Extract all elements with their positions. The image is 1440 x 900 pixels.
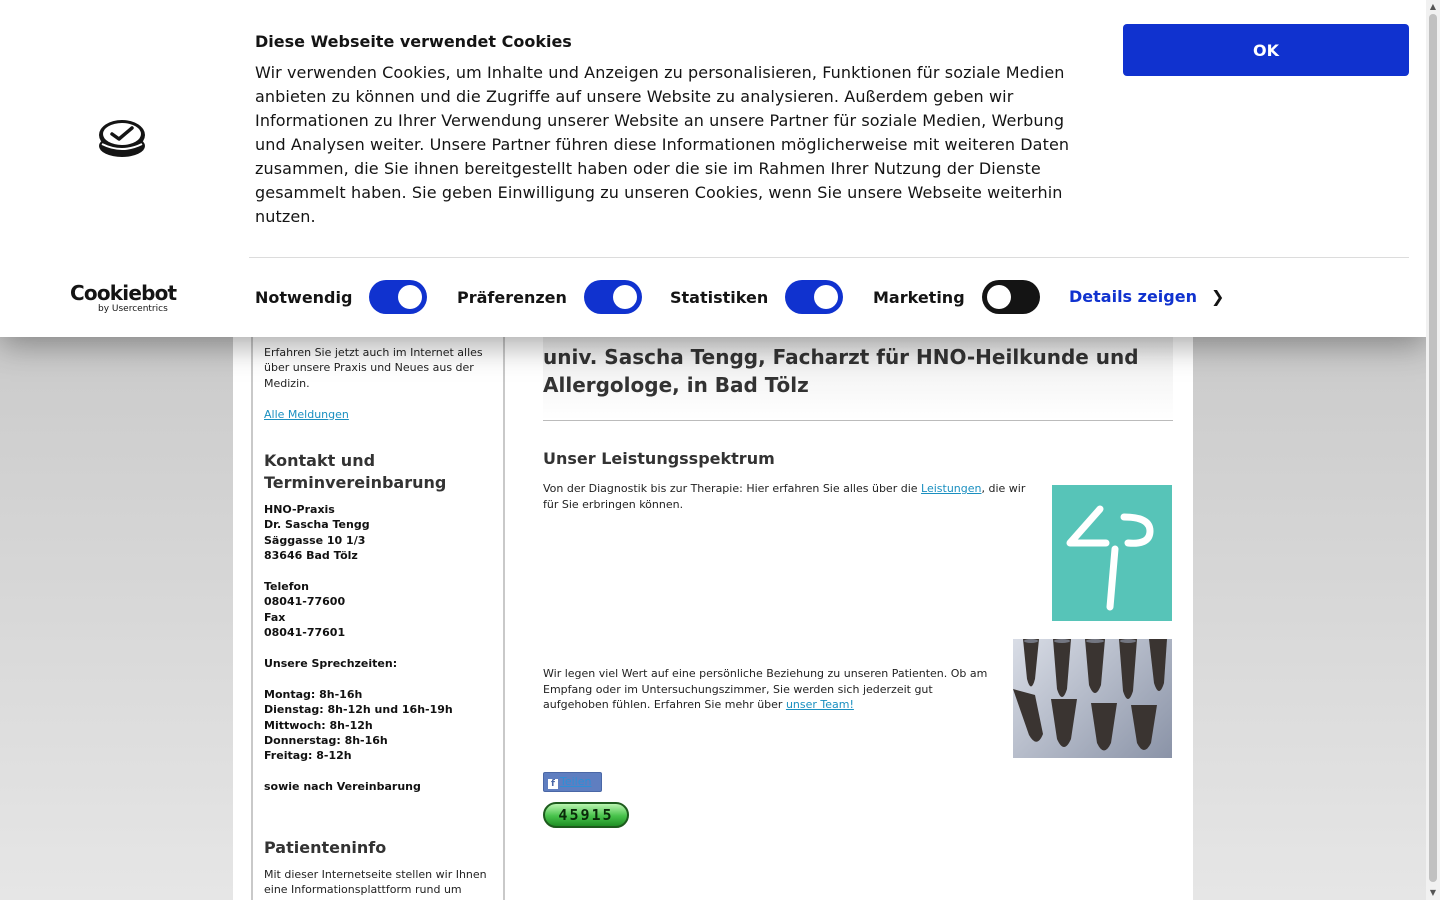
- services-link[interactable]: Leistungen: [921, 482, 982, 495]
- toggle-label: Notwendig: [255, 287, 353, 307]
- address-line: HNO-Praxis: [264, 503, 335, 517]
- hours-line: Mittwoch: 8h-12h: [264, 718, 373, 732]
- practice-logo-image: [1052, 485, 1172, 621]
- title-divider: [543, 420, 1173, 421]
- toggle-label: Marketing: [873, 287, 965, 307]
- patient-info-text: Mit dieser Internetseite stellen wir Ihnen eine Informationsplattform rund um: [264, 867, 487, 897]
- phone-label: Telefon: [264, 580, 309, 594]
- toggle-label: Präferenzen: [457, 287, 567, 307]
- team-paragraph: Wir legen viel Wert auf eine persönliche Beziehung zu unseren Patienten. Ob am Empfang oder im Untersuchungszimmer, Sie werden sich jederzeit gut aufgehoben fühlen. Erfahren Sie mehr über unser Team!: [543, 667, 988, 711]
- hours-line: Dienstag: 8h-12h und 16h-19h: [264, 703, 453, 717]
- phone-number: 08041-77600: [264, 595, 346, 609]
- contact-heading: Kontakt und Terminvereinbarung: [264, 451, 447, 493]
- address-line: 83646 Bad Tölz: [264, 549, 358, 563]
- cookiebot-brand-by: by Usercentrics: [98, 304, 168, 314]
- marketing-switch[interactable]: [982, 280, 1040, 314]
- hours-note: sowie nach Vereinbarung: [264, 780, 421, 794]
- contact-block: [264, 502, 493, 795]
- cookiebot-brand-name: Cookiebot: [70, 281, 177, 305]
- statistics-switch[interactable]: [785, 280, 843, 314]
- hours-heading: Unsere Sprechzeiten:: [264, 657, 398, 671]
- cookie-title: Diese Webseite verwendet Cookies: [255, 32, 572, 51]
- cookie-divider: [249, 257, 1409, 258]
- scroll-thumb[interactable]: [1429, 14, 1437, 882]
- cookiebot-icon: [98, 118, 146, 158]
- scrollbar[interactable]: [1426, 0, 1440, 900]
- fax-label: Fax: [264, 610, 286, 624]
- services-paragraph: Von der Diagnostik bis zur Therapie: Hier erfahren Sie alles über die Leistungen, die wir für Sie erbringen können.: [543, 482, 1026, 511]
- facebook-icon: f: [548, 779, 558, 789]
- team-link[interactable]: unser Team!: [785, 698, 854, 711]
- cookie-banner: [0, 0, 1426, 337]
- all-news-link[interactable]: Alle Meldungen: [264, 407, 349, 421]
- page-title: univ. Sascha Tengg, Facharzt für HNO-Heilkunde und Allergologe, in Bad Tölz: [543, 345, 1139, 397]
- address-line: Säggasse 10 1/3: [264, 533, 366, 547]
- address-line: Dr. Sascha Tengg: [264, 518, 370, 532]
- hours-line: Montag: 8h-16h: [264, 687, 363, 701]
- toggle-preferences: [457, 280, 642, 314]
- details-link[interactable]: Details zeigen ❯: [1069, 287, 1225, 306]
- scroll-down-icon[interactable]: ▼: [1429, 888, 1437, 897]
- hours-line: Donnerstag: 8h-16h: [264, 734, 388, 748]
- section-title: Unser Leistungsspektrum: [543, 449, 775, 468]
- patient-info-heading: Patienteninfo: [264, 837, 387, 857]
- ok-button[interactable]: OK: [1123, 24, 1409, 76]
- cookiebot-logo: [70, 282, 180, 314]
- scroll-up-icon[interactable]: ▲: [1429, 2, 1437, 11]
- necessary-switch[interactable]: [369, 280, 427, 314]
- toggle-necessary: [255, 280, 427, 314]
- cookie-text: Wir verwenden Cookies, um Inhalte und Anzeigen zu personalisieren, Funktionen für soziale Medien anbieten zu können und die Zugriffe auf unsere Website zu analysieren. Außerdem geben wir Informationen zu Ihrer Verwendung unserer Website an unsere Partner für soziale Medien, Werbung und Analysen weiter. Unsere Partner führen diese Informationen möglicherweise mit weiteren Daten zusammen, die Sie ihnen bereitgestellt haben oder die sie im Rahmen Ihrer Nutzung der Dienste gesammelt haben. Sie geben Einwilligung zu unseren Cookies, wenn Sie unsere Webseite weiterhin nutzen.: [255, 63, 1070, 226]
- hours-line: Freitag: 8-12h: [264, 749, 352, 763]
- toggle-label: Statistiken: [670, 287, 769, 307]
- sidebar-intro: Erfahren Sie jetzt auch im Internet alles über unsere Praxis und Neues aus der Medizin.: [264, 346, 483, 390]
- visitor-counter: 45915: [543, 802, 629, 828]
- fax-number: 08041-77601: [264, 626, 346, 640]
- toggle-statistics: [670, 280, 843, 314]
- preferences-switch[interactable]: [584, 280, 642, 314]
- toggle-marketing: [873, 280, 1040, 314]
- facebook-share-button[interactable]: f Teilen: [543, 772, 602, 792]
- chevron-right-icon: ❯: [1210, 287, 1225, 306]
- otoscope-tips-image: [1013, 639, 1172, 758]
